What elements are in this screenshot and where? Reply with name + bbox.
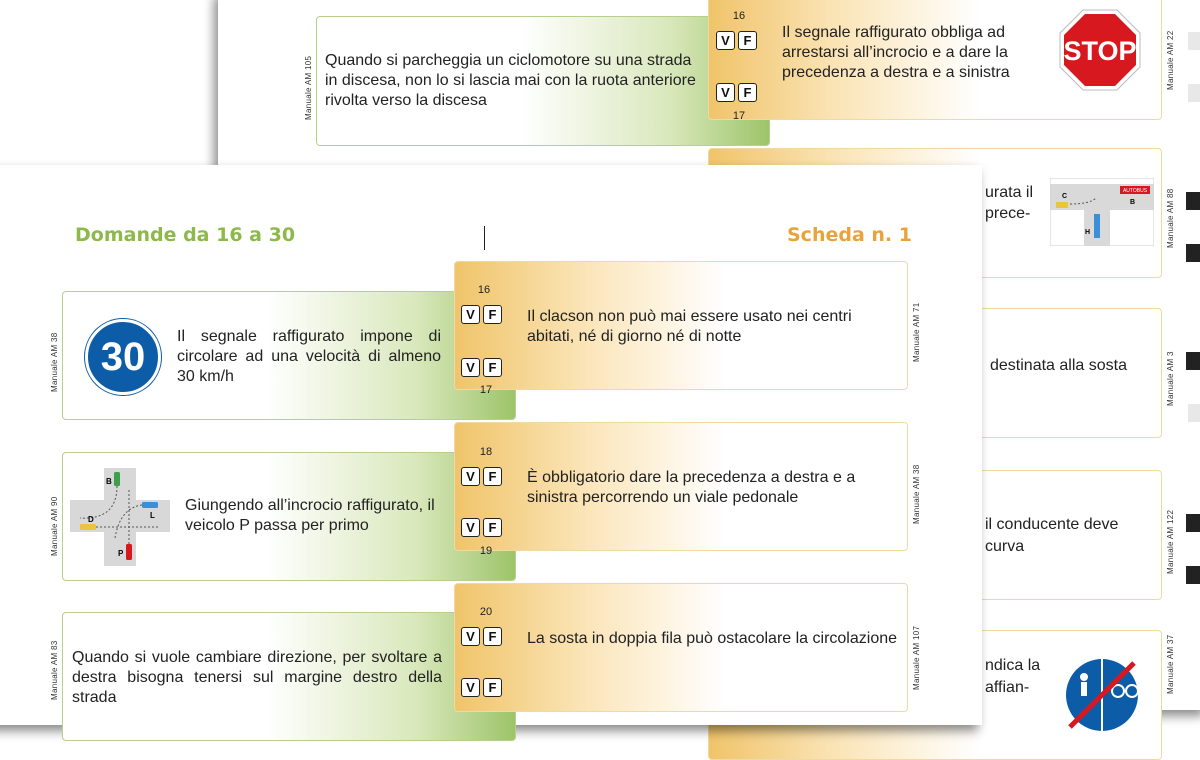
question-text-right-3: La sosta in doppia fila può ostacolare la circolazione — [527, 630, 898, 647]
vf-18 — [461, 467, 502, 486]
speed-limit-30-sign-icon: 30 — [85, 319, 161, 395]
svg-text:AUTOBUS: AUTOBUS — [1122, 188, 1148, 194]
back-partial-side-label-2: Manuale AM 3 — [1166, 351, 1175, 406]
true-checkbox[interactable]: V — [461, 678, 480, 697]
true-checkbox[interactable]: V — [716, 83, 735, 102]
question-text-left-1: Il segnale raffigurato impone di circolare ad una velocità di almeno 30 km/h — [177, 328, 441, 385]
back-partial-text-1a: urata il — [985, 184, 1034, 201]
svg-text:C: C — [1062, 193, 1068, 200]
edge-mark — [1188, 404, 1200, 422]
back-partial-text-2: destinata alla sosta — [990, 357, 1127, 374]
side-label-left-2: Manuale AM 90 — [50, 496, 59, 556]
edge-mark — [1186, 352, 1200, 370]
true-checkbox[interactable]: V — [461, 518, 480, 537]
false-checkbox[interactable]: F — [738, 83, 757, 102]
back-vf-top — [716, 31, 757, 50]
edge-mark — [1186, 192, 1200, 210]
edge-mark — [1186, 244, 1200, 262]
false-checkbox[interactable]: F — [483, 467, 502, 486]
vf-19 — [461, 518, 502, 537]
svg-text:L: L — [150, 511, 155, 520]
vf-21 — [461, 678, 502, 697]
svg-text:B: B — [106, 477, 112, 486]
false-checkbox[interactable]: F — [483, 678, 502, 697]
back-question-text: Quando si parcheggia un ciclomotore su una strada in discesa, non lo si lascia mai con la ruota anteriore rivolta verso la discesa — [325, 52, 696, 109]
true-checkbox[interactable]: V — [461, 305, 480, 324]
back-answer-side-label: Manuale AM 22 — [1166, 30, 1175, 90]
question-number-16: 16 — [477, 284, 491, 296]
vf-17 — [461, 358, 502, 377]
svg-text:D: D — [88, 515, 94, 524]
crossroad-diagram-icon — [70, 468, 170, 566]
svg-text:B: B — [1130, 199, 1136, 206]
front-header-left: Domande da 16 a 30 — [75, 224, 296, 246]
stop-sign-icon — [1058, 8, 1142, 92]
vf-20 — [461, 627, 502, 646]
side-label-left-3: Manuale AM 83 — [50, 640, 59, 700]
svg-text:P: P — [118, 549, 124, 558]
stop-sign-text: STOP — [1063, 36, 1137, 66]
question-number-20: 20 — [479, 606, 493, 618]
edge-mark — [1186, 514, 1200, 532]
side-label-left-1: Manuale AM 38 — [50, 332, 59, 392]
back-number-bottom: 17 — [732, 110, 746, 122]
back-partial-side-label-4: Manuale AM 37 — [1166, 634, 1175, 694]
back-partial-side-label-3: Manuale AM 122 — [1166, 509, 1175, 574]
side-label-right-1: Manuale AM 71 — [912, 302, 921, 362]
back-number-top: 16 — [732, 10, 746, 22]
question-number-17: 17 — [479, 384, 493, 396]
back-partial-text-3a: il conducente deve — [985, 516, 1119, 533]
true-checkbox[interactable]: V — [461, 627, 480, 646]
edge-mark — [1188, 32, 1200, 50]
false-checkbox[interactable]: F — [483, 358, 502, 377]
vf-16 — [461, 305, 502, 324]
side-label-right-3: Manuale AM 107 — [912, 625, 921, 690]
back-partial-text-4a: ndica la — [985, 657, 1041, 674]
question-number-19: 19 — [479, 545, 493, 557]
question-text-left-3: Quando si vuole cambiare direzione, per svoltare a destra bisogna tenersi sul margine destro della strada — [72, 649, 442, 706]
edge-mark — [1188, 84, 1200, 102]
back-vf-bottom — [716, 83, 757, 102]
back-partial-side-label-1: Manuale AM 88 — [1166, 188, 1175, 248]
question-number-18: 18 — [479, 446, 493, 458]
edge-mark — [1186, 566, 1200, 584]
back-partial-text-4b: affian- — [985, 679, 1030, 696]
false-checkbox[interactable]: F — [483, 518, 502, 537]
true-checkbox[interactable]: V — [461, 358, 480, 377]
back-partial-text-3b: curva — [985, 538, 1025, 555]
back-question-side-label: Manuale AM 105 — [304, 55, 313, 120]
cycle-pedestrian-end-sign-icon — [1062, 655, 1142, 735]
svg-text:H: H — [1085, 229, 1091, 236]
false-checkbox[interactable]: F — [738, 31, 757, 50]
question-text-right-2: È obbligatorio dare la precedenza a destra e a sinistra percorrendo un viale pedonale — [527, 469, 856, 506]
header-divider — [484, 226, 485, 250]
false-checkbox[interactable]: F — [483, 627, 502, 646]
front-header-right: Scheda n. 1 — [787, 224, 912, 246]
question-text-left-2: Giungendo all’incrocio raffigurato, il veicolo P passa per primo — [185, 497, 435, 534]
back-answer-text: Il segnale raffigurato obbliga ad arrestarsi all’incrocio e a dare la precedenza a destra e a sinistra — [782, 24, 1010, 81]
intersection-diagram-icon — [1050, 178, 1154, 246]
question-text-right-1: Il clacson non può mai essere usato nei centri abitati, né di giorno né di notte — [527, 308, 852, 345]
side-label-right-2: Manuale AM 38 — [912, 464, 921, 524]
true-checkbox[interactable]: V — [461, 467, 480, 486]
true-checkbox[interactable]: V — [716, 31, 735, 50]
back-partial-text-1b: prece- — [985, 205, 1031, 222]
false-checkbox[interactable]: F — [483, 305, 502, 324]
